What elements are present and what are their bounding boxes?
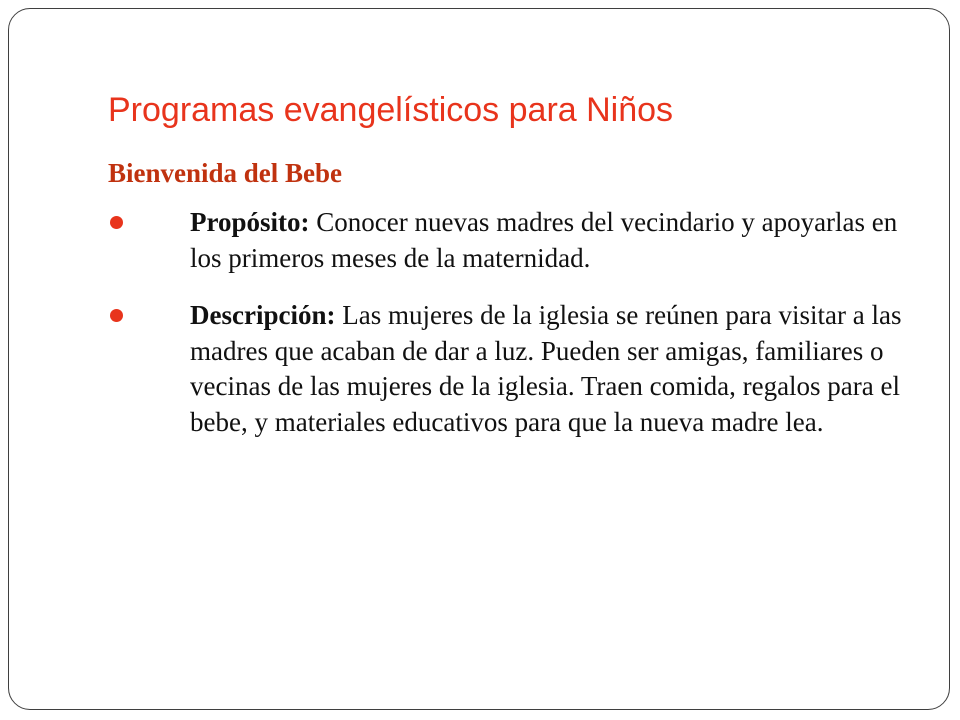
bullet-label: Descripción: — [190, 300, 343, 330]
slide-subtitle: Bienvenida del Bebe — [108, 158, 343, 188]
slide-title: Programas evangelísticos para Niños — [108, 91, 674, 129]
bullet-list — [108, 205, 908, 462]
bullet-item-descripcion — [108, 298, 908, 440]
bullet-item-proposito — [108, 205, 908, 276]
bullet-dot-icon — [110, 309, 123, 322]
bullet-label: Propósito: — [190, 207, 317, 237]
bullet-text: Conocer nuevas madres del vecindario y apoyarlas en los primeros meses de la maternidad. — [190, 207, 898, 273]
bullet-text: Las mujeres de la iglesia se reúnen para visitar a las madres que acaban de dar a luz. Pueden ser amigas, familiares o vecinas de las mujeres de la iglesia. Traen comida, regalos para el bebe, y materiales educativos para que la nueva madre lea. — [190, 300, 902, 437]
bullet-dot-icon — [110, 216, 123, 229]
